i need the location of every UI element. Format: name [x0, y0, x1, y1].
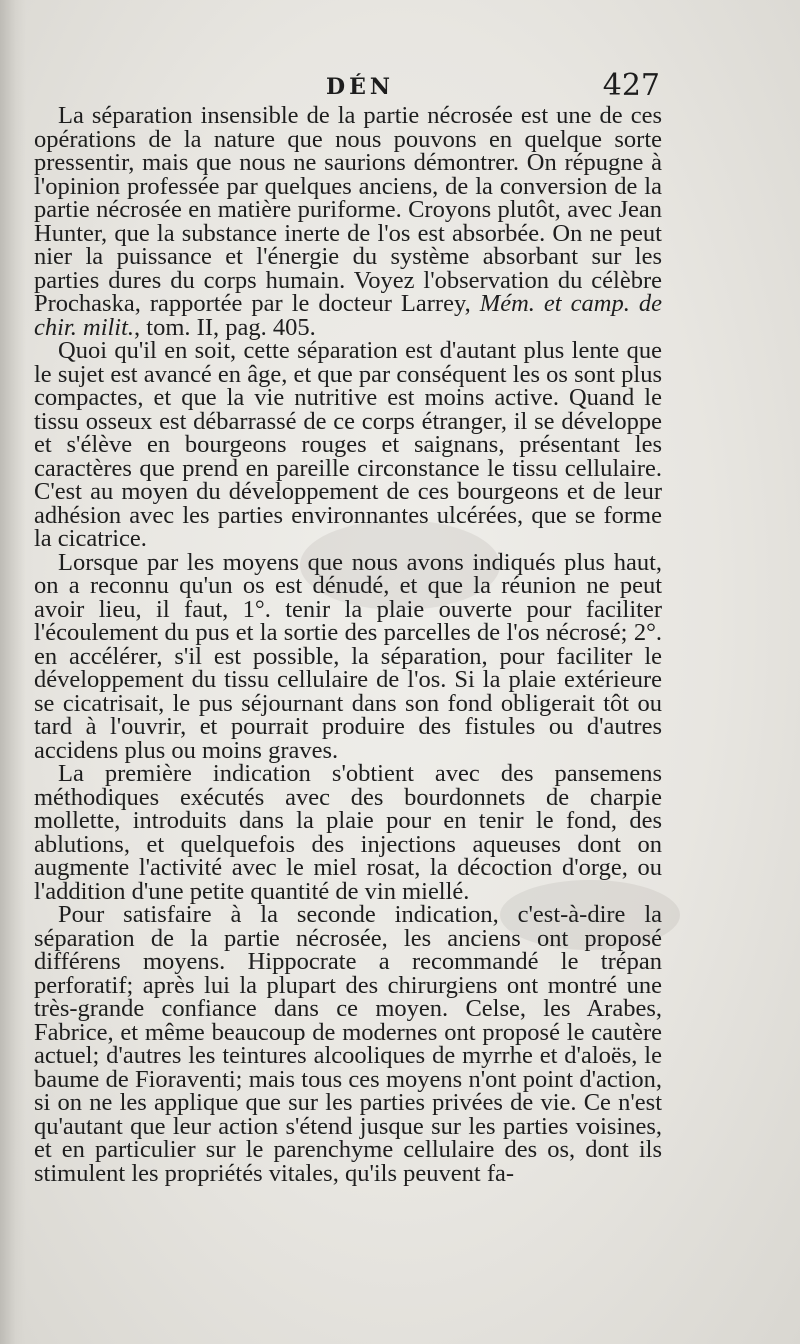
paragraph-3: Lorsque par les moyens que nous avons indiqués plus haut, on a reconnu qu'un os est dénudé, et que la réunion ne peut avoir lieu, il faut, 1°. tenir la plaie ouverte pour faciliter l'écoulement du pus et la sortie des parcelles de l'os nécrosé; 2°. en accélérer, s'il est possible, la séparation, pour faciliter le développement du tissu cellulaire de l'os. Si la plaie extérieure se cicatrisait, le pus séjournant dans son fond obligerait tôt ou tard à l'ouvrir, et pourrait produire des fistules ou d'autres accidens plus ou moins graves.: [34, 548, 662, 764]
paragraph-4: La première indication s'obtient avec des pansemens méthodiques exécutés avec des bourdonnets de charpie mollette, introduits dans la plaie pour en tenir le fond, des ablutions, et quelquefois des injections aqueuses dont on augmente l'activité avec le miel rosat, la décoction d'orge, ou l'addition d'une petite quantité de vin miellé.: [34, 760, 662, 905]
paragraph-1: [34, 104, 662, 339]
citation-pages: , tom. II, pag. 405.: [134, 313, 316, 341]
page-number: 427: [602, 68, 660, 103]
body-text: [34, 104, 662, 1185]
paragraph-5: Pour satisfaire à la seconde indication, c'est-à-dire la séparation de la partie nécrosée, les anciens ont proposé différens moyens. Hippocrate a recommandé le trépan perforatif; après lui la plupart des chirurgiens ont montré une très-grande confiance dans ce moyen. Celse, les Arabes, Fabrice, et même beaucoup de modernes ont proposé le cautère actuel; d'autres les teintures alcooliques de myrrhe et d'aloës, le baume de Fioraventi; mais tous ces moyens n'ont point d'action, si on ne les applique que sur les parties privées de vie. Ce n'est qu'autant que leur action s'étend jusque sur les parties voisines, et en particulier sur le parenchyme cellulaire des os, dont ils stimulent les propriétés vitales, qu'ils peuvent fa-: [34, 901, 662, 1187]
page-header: [60, 66, 660, 102]
citation-title: Mém. et camp. de chir. milit.: [34, 290, 662, 341]
paragraph-2: Quoi qu'il en soit, cette séparation est d'autant plus lente que le sujet est avancé en âge, et que par conséquent les os sont plus compactes, et que la vie nutritive est moins active. Quand le tissu osseux est débarrassé de ce corps étranger, il se développe et s'élève en bourgeons rouges et saignans, présentant les caractères que prend en pareille circonstance le tissu cellulaire. C'est au moyen du développement de ces bourgeons et de leur adhésion avec les parties environnantes ulcérées, que se forme la cicatrice.: [34, 337, 662, 552]
running-head: DÉN: [326, 74, 394, 100]
paragraph-1-text: La séparation insensible de la partie nécrosée est une de ces opérations de la nature que nous pouvons en quelque sorte pressentir, mais que nous ne saurions démontrer. On répugne à l'opinion professée par quelques anciens, de la conversion de la partie nécrosée en matière puriforme. Croyons plutôt, avec Jean Hunter, que la substance inerte de l'os est absorbée. On ne peut nier la puissance et l'énergie du système absorbant sur les parties dures du corps humain. Voyez l'observation du célèbre Prochaska, rapportée par le docteur Larrey,: [34, 102, 662, 317]
